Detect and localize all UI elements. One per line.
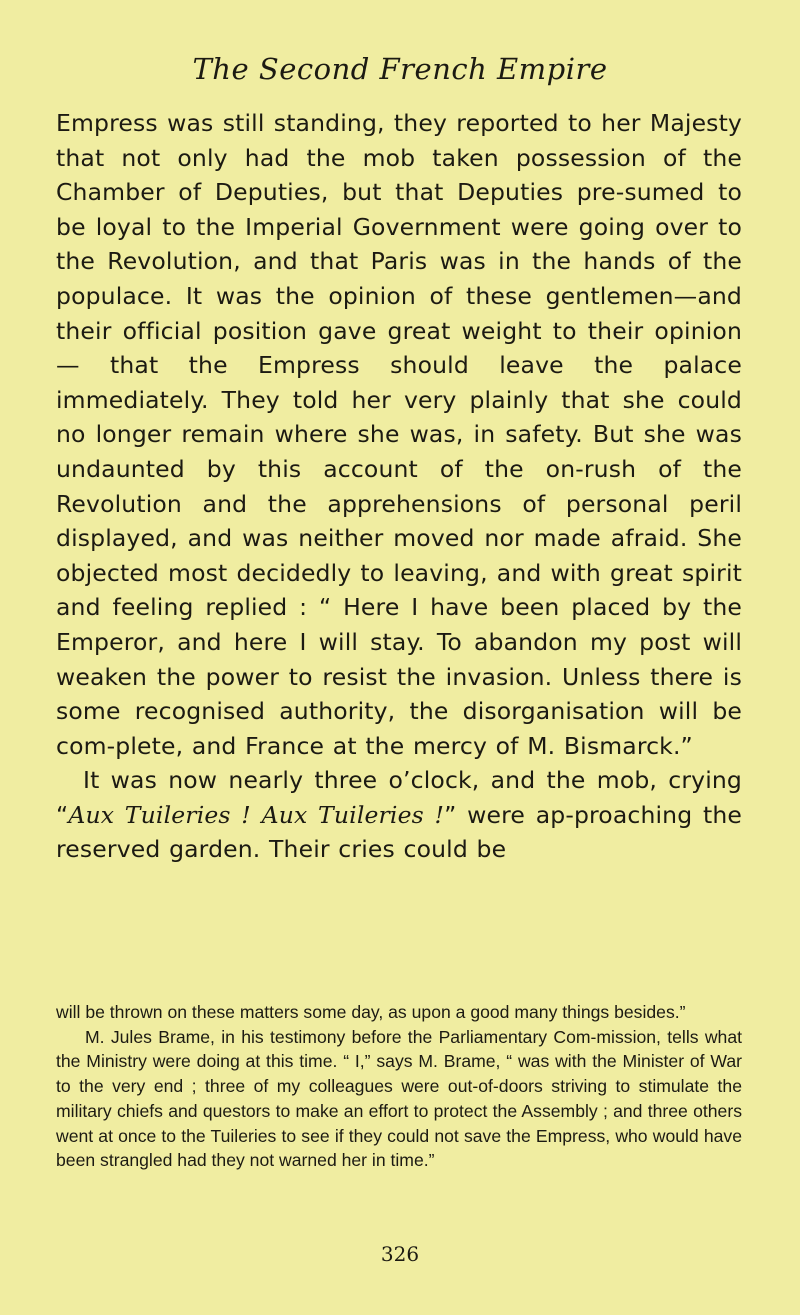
paragraph: Empress was still standing, they reported to her Majesty that not only had the mob taken possession of the Chamber of Deputies, but that Deputies pre-sumed to be loyal to the Imperial Government were going over to the Revolution, and that Paris was in the hands of the populace. It was the opinion of these gentlemen—and their official position gave great weight to their opinion— that the Empress should leave the palace immediately. They told her very plainly that she could no longer remain where she was, in safety. But she was undaunted by this account of the on-rush of the Revolution and the apprehensions of personal peril displayed, and was neither moved nor made afraid. She objected most decidedly to leaving, and with great spirit and feeling replied : “ Here I have been placed by the Emperor, and here I will stay. To abandon my post will weaken the power to resist the invasion. Unless there is some recognised authority, the disorganisation will be com-plete, and France at the mercy of M. Bismarck.” (56, 109, 742, 760)
main-text (56, 106, 742, 867)
page-number: 326 (380, 1242, 420, 1266)
paragraph-text: It was now nearly three o’clock, and the mob, crying “ (56, 766, 742, 829)
footnote-paragraph: will be thrown on these matters some day, as upon a good many things besides.” (56, 1002, 686, 1022)
footnote-paragraph: M. Jules Brame, in his testimony before the Parliamentary Com-mission, tells what the Ministry were doing at this time. “ I,” says M. Brame, “ was with the Minister of War to the very end ; three of my colleagues were out-of-doors striving to stimulate the military chiefs and questors to make an effort to protect the Assembly ; and three others went at once to the Tuileries to see if they could not save the Empress, who would have been strangled had they not warned her in time.” (56, 1026, 742, 1171)
italic-quote: Aux Tuileries ! Aux Tuileries ! (68, 800, 445, 829)
footnote (56, 1000, 742, 1173)
paragraph (56, 763, 742, 867)
running-head: The Second French Empire (192, 52, 608, 86)
paragraph-text: ” were ap-proaching the reserved garden. Their cries could be (56, 800, 742, 864)
